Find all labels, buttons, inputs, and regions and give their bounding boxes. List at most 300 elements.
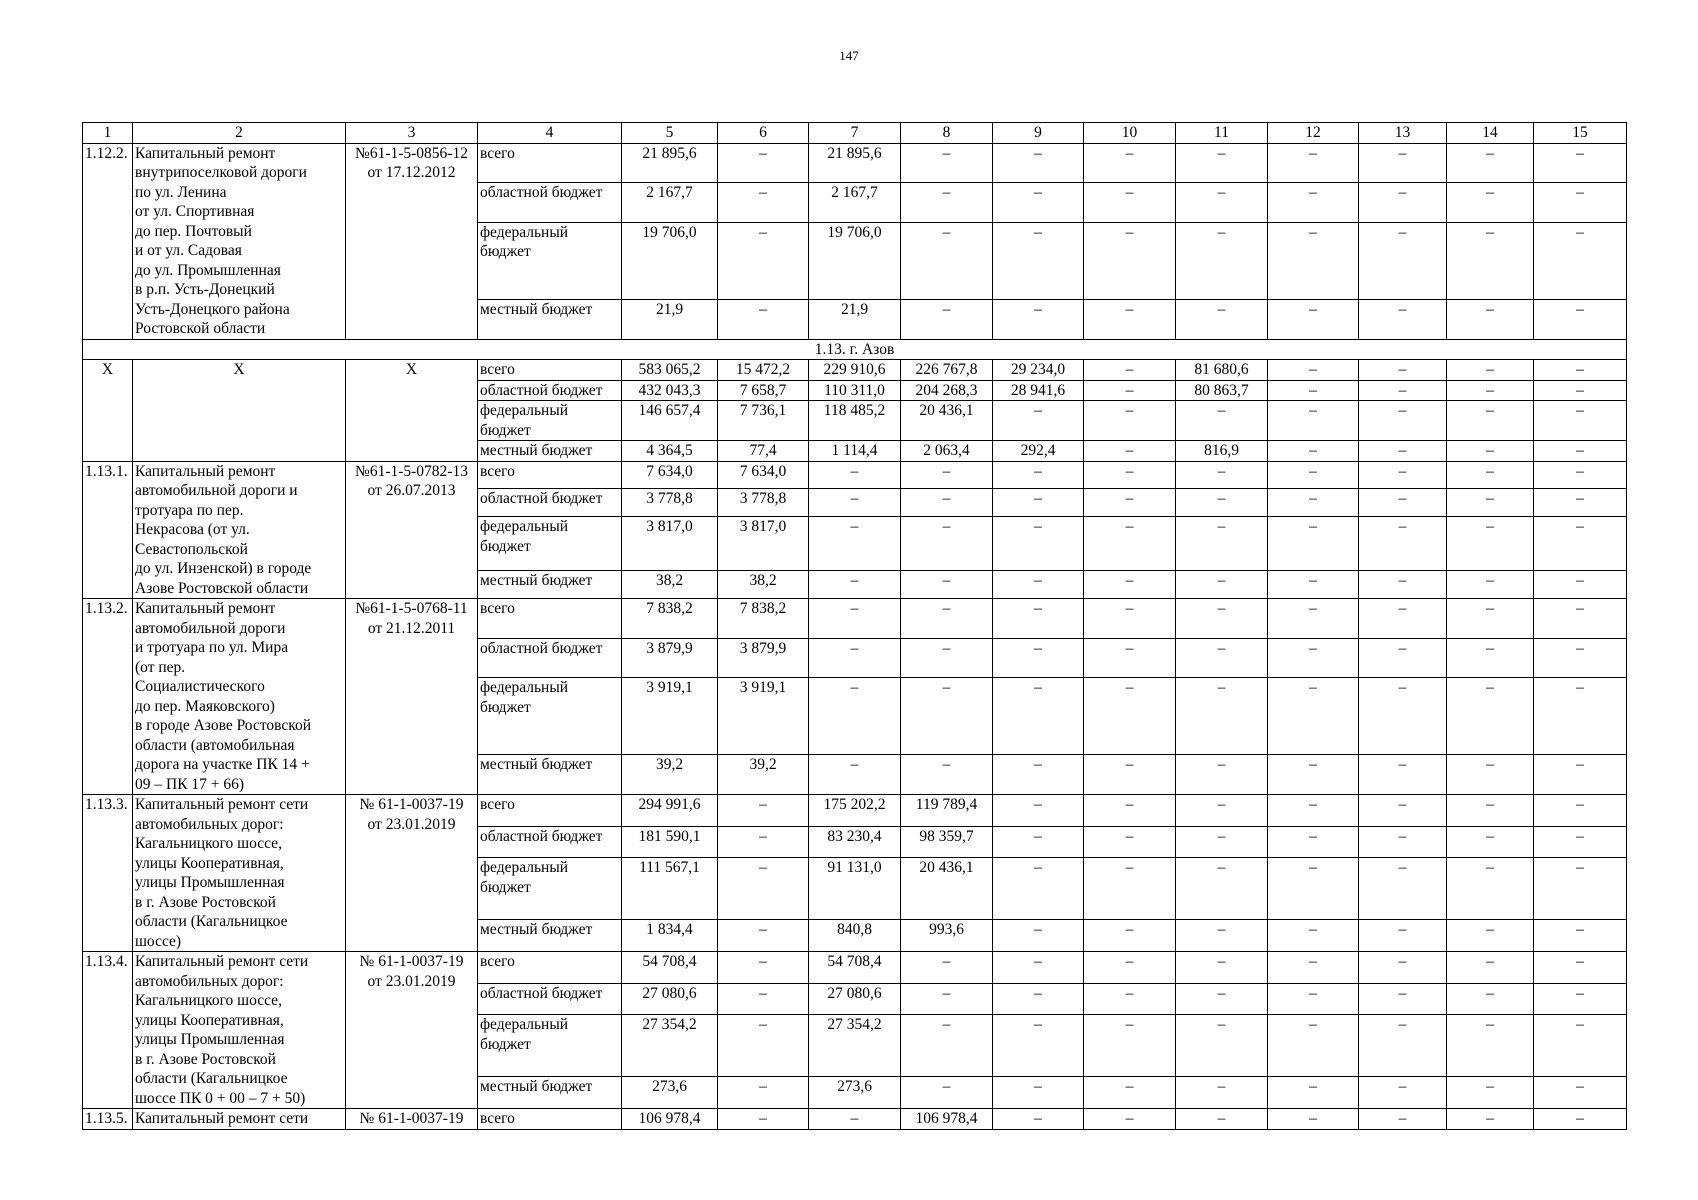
amount-cell: – [993,795,1084,827]
amount-cell: – [1268,678,1359,755]
column-number-header: 11 [1176,123,1268,144]
amount-cell: – [1268,380,1359,401]
amount-cell: 39,2 [718,755,809,795]
amount-cell: 432 043,3 [622,380,718,401]
amount-cell: 20 436,1 [901,401,993,441]
amount-cell: – [1084,489,1176,517]
amount-cell: – [1534,441,1627,462]
amount-cell: 3 778,8 [718,489,809,517]
item-number-cell: 1.13.3. [83,795,133,952]
amount-cell: – [1447,299,1534,339]
amount-cell: – [1359,571,1447,599]
item-name-line: тротуара по пер. [135,501,244,519]
amount-cell: – [1268,1015,1359,1077]
funding-source-cell [478,380,622,401]
amount-cell: – [993,517,1084,571]
amount-cell: – [1534,183,1627,223]
section-total-name-cell: X [133,360,346,462]
item-number-cell: 1.12.2. [83,143,133,339]
document-cell [346,795,478,952]
column-number-row [83,123,1627,144]
amount-cell: – [1084,360,1176,381]
amount-cell: – [901,183,993,223]
document-line: № 61-1-0037-19 [359,796,464,813]
amount-cell: – [1268,826,1359,858]
amount-cell: – [1447,983,1534,1015]
amount-cell: 106 978,4 [901,1109,993,1130]
amount-cell: – [1176,1015,1268,1077]
amount-cell: – [1084,826,1176,858]
funding-source-line: всего [480,361,515,378]
amount-cell: – [901,517,993,571]
table-body [83,123,1627,1130]
amount-cell: 54 708,4 [809,952,901,984]
table-row [83,461,1627,489]
item-name-line: автомобильных дорог: [135,815,284,833]
amount-cell: – [993,638,1084,678]
amount-cell: – [1359,952,1447,984]
amount-cell: – [718,983,809,1015]
amount-cell: – [1084,143,1176,183]
amount-cell: 3 919,1 [622,678,718,755]
item-name-line: улицы Промышленная [135,1031,285,1048]
amount-cell: – [1359,401,1447,441]
document-cell [346,952,478,1109]
amount-cell: – [1268,401,1359,441]
amount-cell: – [1534,983,1627,1015]
funding-source-cell [478,183,622,223]
amount-cell: 106 978,4 [622,1109,718,1130]
item-number-cell: 1.13.2. [83,599,133,795]
document-line: от 23.01.2019 [367,815,456,833]
funding-source-line: бюджет [480,878,531,896]
amount-cell: – [1359,858,1447,920]
amount-cell: – [1084,678,1176,755]
amount-cell: – [1359,183,1447,223]
amount-cell: – [1176,952,1268,984]
item-name-cell [133,461,346,599]
document-line: № 61-1-0037-19 [359,953,464,970]
amount-cell: – [1176,401,1268,441]
table-row [83,952,1627,984]
amount-cell: 27 354,2 [622,1015,718,1077]
amount-cell: – [901,222,993,299]
amount-cell: 583 065,2 [622,360,718,381]
amount-cell: 7 838,2 [622,599,718,639]
funding-source-cell [478,920,622,952]
amount-cell: – [1359,678,1447,755]
page-number: 147 [839,48,859,63]
funding-source-line: областной бюджет [480,984,603,1002]
item-name-line: до ул. Промышленная [135,261,281,279]
amount-cell: – [1447,1015,1534,1077]
amount-cell: – [1359,1077,1447,1109]
amount-cell: 993,6 [901,920,993,952]
amount-cell: 2 167,7 [622,183,718,223]
item-name-line: Капитальный ремонт [135,144,276,162]
amount-cell: – [1359,826,1447,858]
item-name-line: автомобильной дороги и [135,482,298,499]
funding-source-line: бюджет [480,243,531,261]
item-name-line: области (Кагальницкое [135,913,288,930]
amount-cell: – [1534,571,1627,599]
item-name-line: Кагальницкого шоссе, [135,992,282,1009]
item-name-line: Некрасова (от ул. [135,521,250,538]
item-name-line: Капитальный ремонт сети [135,953,309,970]
amount-cell: – [1534,826,1627,858]
amount-cell: 273,6 [622,1077,718,1109]
amount-cell: – [1084,380,1176,401]
amount-cell: – [1534,858,1627,920]
amount-cell: – [1447,755,1534,795]
funding-source-line: областной бюджет [480,827,603,845]
document-line: №61-1-5-0768-11 [355,600,468,617]
amount-cell: 39,2 [622,755,718,795]
funding-source-line: местный бюджет [480,442,593,459]
amount-cell: – [1447,380,1534,401]
amount-cell: – [1534,1015,1627,1077]
column-number-header: 8 [901,123,993,144]
amount-cell: – [901,143,993,183]
funding-source-cell [478,1015,622,1077]
amount-cell: – [1084,1109,1176,1130]
amount-cell: 19 706,0 [809,222,901,299]
amount-cell: – [1534,920,1627,952]
amount-cell: – [993,1109,1084,1130]
funding-source-line: местный бюджет [480,921,593,939]
amount-cell: – [1534,222,1627,299]
amount-cell: – [718,299,809,339]
column-number-header: 9 [993,123,1084,144]
funding-source-line: всего [480,462,515,480]
amount-cell: – [809,1109,901,1130]
funding-source-line: областной бюджет [480,381,603,399]
amount-cell: – [809,571,901,599]
amount-cell: – [1084,401,1176,441]
item-name-line: в г. Азове Ростовской [135,1050,276,1068]
column-number-header: 12 [1268,123,1359,144]
amount-cell: 1 114,4 [809,441,901,462]
amount-cell: – [1534,1109,1627,1130]
funding-source-cell [478,461,622,489]
item-name-line: Кагальницкого шоссе, [135,835,282,852]
funding-source-line: всего [480,953,515,970]
amount-cell: 146 657,4 [622,401,718,441]
amount-cell: 3 879,9 [718,638,809,678]
amount-cell: – [1084,461,1176,489]
amount-cell: – [1268,599,1359,639]
amount-cell: – [993,143,1084,183]
amount-cell: – [1534,517,1627,571]
amount-cell: – [993,183,1084,223]
amount-cell: – [1359,222,1447,299]
amount-cell: – [1359,1015,1447,1077]
item-name-cell [133,952,346,1109]
amount-cell: – [1084,1077,1176,1109]
section-total-row [83,360,1627,381]
amount-cell: 294 991,6 [622,795,718,827]
document-line: от 21.12.2011 [367,619,456,637]
amount-cell: – [718,826,809,858]
amount-cell: – [1268,983,1359,1015]
funding-source-line: местный бюджет [480,756,593,774]
document-cell [346,461,478,599]
amount-cell: – [1534,380,1627,401]
item-name-line: шоссе ПК 0 + 00 – 7 + 50) [135,1089,306,1107]
amount-cell: – [1084,517,1176,571]
funding-source-line: федеральный [480,402,569,419]
amount-cell: – [993,401,1084,441]
item-name-line: в г. Азове Ростовской [135,893,276,911]
amount-cell: – [1268,489,1359,517]
amount-cell: – [993,755,1084,795]
document-cell [346,1109,478,1130]
amount-cell: – [1268,571,1359,599]
amount-cell: 27 080,6 [622,983,718,1015]
funding-source-cell [478,599,622,639]
amount-cell: 27 354,2 [809,1015,901,1077]
amount-cell: – [993,489,1084,517]
amount-cell: – [718,1109,809,1130]
item-name-line: (от пер. [135,658,186,676]
amount-cell: – [993,1015,1084,1077]
item-name-line: по ул. Ленина [135,183,227,201]
amount-cell: – [718,795,809,827]
amount-cell: – [1268,638,1359,678]
amount-cell: – [1268,183,1359,223]
section-title: 1.13. г. Азов [83,339,1627,360]
amount-cell: 54 708,4 [622,952,718,984]
document-cell [346,599,478,795]
table-row [83,795,1627,827]
amount-cell: – [1268,795,1359,827]
amount-cell: 2 063,4 [901,441,993,462]
amount-cell: 111 567,1 [622,858,718,920]
item-name-cell [133,143,346,339]
amount-cell: – [1268,360,1359,381]
amount-cell: 21,9 [622,299,718,339]
amount-cell: – [1268,441,1359,462]
amount-cell: – [993,678,1084,755]
amount-cell: – [1534,678,1627,755]
amount-cell: 3 919,1 [718,678,809,755]
amount-cell: – [993,920,1084,952]
amount-cell: 81 680,6 [1176,360,1268,381]
column-number-header: 3 [346,123,478,144]
amount-cell: – [901,1015,993,1077]
funding-source-line: областной бюджет [480,639,603,657]
amount-cell: – [1268,461,1359,489]
item-name-line: 09 – ПК 17 + 66) [135,775,245,793]
funding-source-line: всего [480,1110,515,1127]
amount-cell: – [1359,920,1447,952]
item-name-line: автомобильной дороги [135,619,286,637]
amount-cell: – [1084,638,1176,678]
amount-cell: – [901,299,993,339]
amount-cell: 816,9 [1176,441,1268,462]
column-number-header: 15 [1534,123,1627,144]
column-number-header: 4 [478,123,622,144]
amount-cell: – [718,952,809,984]
funding-source-cell [478,826,622,858]
table-row [83,1109,1627,1130]
item-name-line: Капитальный ремонт [135,462,276,480]
item-name-line: и от ул. Садовая [135,242,242,259]
amount-cell: 98 359,7 [901,826,993,858]
amount-cell: 181 590,1 [622,826,718,858]
amount-cell: 1 834,4 [622,920,718,952]
item-name-line: Капитальный ремонт сети [135,1110,309,1127]
funding-source-line: федеральный [480,859,569,877]
amount-cell: 7 736,1 [718,401,809,441]
item-name-line: внутрипоселковой дороги [135,164,307,181]
amount-cell: – [1084,1015,1176,1077]
amount-cell: 175 202,2 [809,795,901,827]
document-line: от 26.07.2013 [367,482,456,499]
document-line: от 17.12.2012 [367,164,456,181]
amount-cell: 83 230,4 [809,826,901,858]
funding-source-line: местный бюджет [480,1078,593,1096]
amount-cell: – [1447,952,1534,984]
amount-cell: – [1534,489,1627,517]
amount-cell: – [901,599,993,639]
item-name-line: в р.п. Усть-Донецкий [135,281,275,298]
amount-cell: 19 706,0 [622,222,718,299]
amount-cell: – [1359,755,1447,795]
amount-cell: – [1176,858,1268,920]
item-number-cell: 1.13.1. [83,461,133,599]
amount-cell: – [1268,858,1359,920]
funding-source-cell [478,952,622,984]
amount-cell: – [718,1077,809,1109]
amount-cell: – [718,920,809,952]
amount-cell: – [1447,920,1534,952]
amount-cell: – [1176,143,1268,183]
amount-cell: – [1084,299,1176,339]
item-name-line: Ростовской области [135,320,266,337]
amount-cell: 20 436,1 [901,858,993,920]
amount-cell: – [1447,826,1534,858]
funding-source-line: всего [480,144,515,162]
amount-cell: 28 941,6 [993,380,1084,401]
funding-source-cell [478,858,622,920]
amount-cell: – [993,858,1084,920]
section-total-doc-cell: X [346,360,478,462]
amount-cell: – [1176,826,1268,858]
amount-cell: – [1176,1077,1268,1109]
amount-cell: – [1447,571,1534,599]
amount-cell: – [1447,183,1534,223]
amount-cell: 80 863,7 [1176,380,1268,401]
item-number-cell: 1.13.4. [83,952,133,1109]
document-line: № 61-1-0037-19 [359,1110,464,1127]
amount-cell: 15 472,2 [718,360,809,381]
item-name-line: Усть-Донецкого района [135,300,290,318]
amount-cell: 21,9 [809,299,901,339]
table-row [83,599,1627,639]
funding-source-line: бюджет [480,1035,531,1053]
funding-source-line: федеральный [480,679,569,697]
amount-cell: – [1268,517,1359,571]
amount-cell: – [993,1077,1084,1109]
amount-cell: – [993,983,1084,1015]
amount-cell: – [993,599,1084,639]
amount-cell: 3 817,0 [622,517,718,571]
amount-cell: – [1447,795,1534,827]
amount-cell: 273,6 [809,1077,901,1109]
funding-source-cell [478,795,622,827]
amount-cell: – [1447,143,1534,183]
column-number-header: 10 [1084,123,1176,144]
amount-cell: – [1084,920,1176,952]
amount-cell: – [901,952,993,984]
item-name-line: до пер. Почтовый [135,222,252,240]
item-name-line: дорога на участке ПК 14 + [135,756,310,773]
funding-source-cell [478,638,622,678]
amount-cell: – [1176,571,1268,599]
funding-source-cell [478,517,622,571]
amount-cell: – [809,755,901,795]
column-number-header: 6 [718,123,809,144]
amount-cell: 204 268,3 [901,380,993,401]
amount-cell: – [718,858,809,920]
amount-cell: – [993,571,1084,599]
column-number-header: 14 [1447,123,1534,144]
amount-cell: – [1176,461,1268,489]
column-number-header: 5 [622,123,718,144]
amount-cell: – [1084,222,1176,299]
document-line: от 23.01.2019 [367,972,456,990]
item-name-line: в городе Азове Ростовской [135,717,312,734]
item-name-line: автомобильных дорог: [135,972,284,990]
amount-cell: 2 167,7 [809,183,901,223]
section-header-row [83,339,1627,360]
amount-cell: 38,2 [718,571,809,599]
amount-cell: – [718,222,809,299]
amount-cell: – [809,599,901,639]
amount-cell: – [993,222,1084,299]
amount-cell: – [1534,638,1627,678]
funding-source-cell [478,1077,622,1109]
amount-cell: – [1084,441,1176,462]
amount-cell: – [1359,795,1447,827]
amount-cell: – [1447,1109,1534,1130]
funding-source-line: бюджет [480,421,531,439]
amount-cell: – [809,638,901,678]
amount-cell: – [993,299,1084,339]
amount-cell: – [1359,143,1447,183]
amount-cell: – [718,1015,809,1077]
amount-cell: – [1359,638,1447,678]
item-name-line: области (Кагальницкое [135,1070,288,1087]
amount-cell: – [1268,222,1359,299]
column-number-header: 1 [83,123,133,144]
amount-cell: – [1176,299,1268,339]
amount-cell: – [1359,360,1447,381]
amount-cell: – [1176,795,1268,827]
column-number-header: 7 [809,123,901,144]
amount-cell: – [809,489,901,517]
amount-cell: – [1534,401,1627,441]
amount-cell: – [1359,983,1447,1015]
amount-cell: – [809,517,901,571]
funding-source-cell [478,360,622,381]
amount-cell: – [993,826,1084,858]
item-name-line: до пер. Маяковского) [135,697,275,715]
amount-cell: – [1534,461,1627,489]
amount-cell: 3 879,9 [622,638,718,678]
amount-cell: – [1176,983,1268,1015]
